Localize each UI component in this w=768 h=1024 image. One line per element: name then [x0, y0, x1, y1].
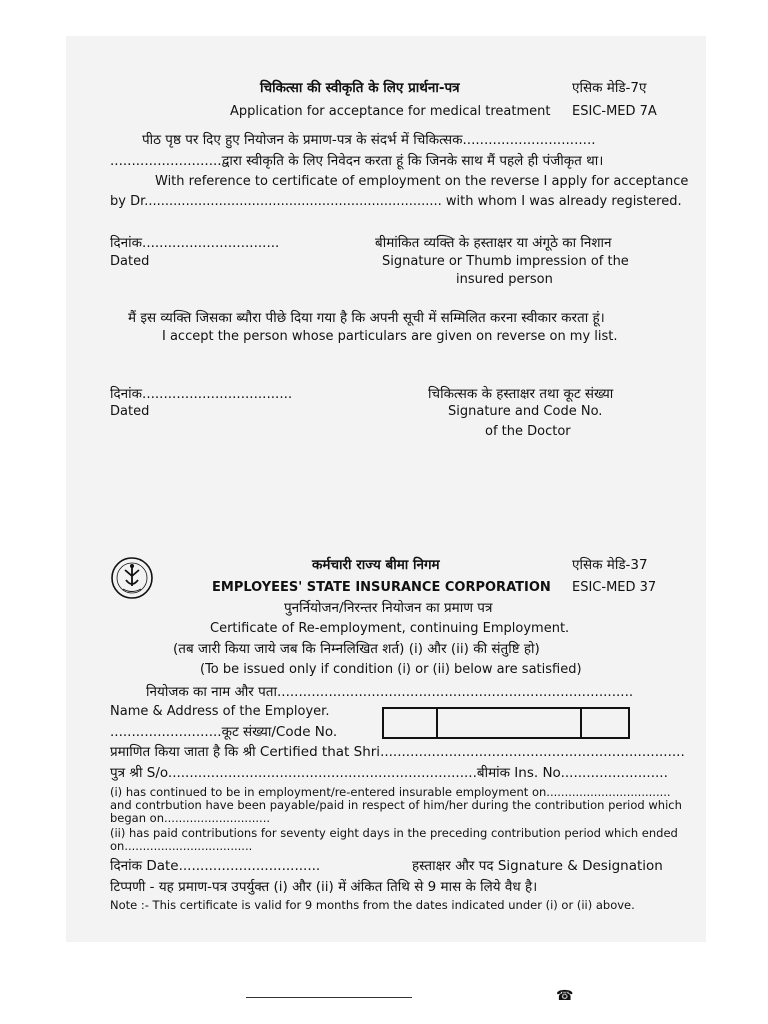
med37-title-hindi: पुनर्नियोजन/निरन्तर नियोजन का प्रमाण पत्र — [284, 600, 493, 616]
med7a-signature2-english-line2: of the Doctor — [485, 424, 571, 439]
med37-org-english: EMPLOYEES' STATE INSURANCE CORPORATION — [212, 580, 551, 595]
med7a-date2-english: Dated — [110, 404, 150, 419]
med7a-title-hindi: चिकित्सा की स्वीकृति के लिए प्रार्थना-पत्र — [260, 80, 460, 96]
med7a-date2-hindi: दिनांक................................... — [110, 386, 293, 402]
med7a-accept-hindi: मैं इस व्यक्ति जिसका ब्यौरा पीछे दिया गया है कि अपनी सूची में सम्मिलित करना स्वीकार करता हूं। — [128, 310, 605, 326]
med37-condition-english: (To be issued only if condition (i) or (ii) below are satisfied) — [200, 662, 582, 677]
esic-emblem-icon — [110, 556, 154, 600]
med7a-signature1-hindi: बीमांकित व्यक्ति के हस्ताक्षर या अंगूठे का निशान — [375, 235, 612, 251]
med7a-para-hindi-line2: ..........................द्वारा स्वीकृति के लिए निवेदन करता हूं कि जिनके साथ मैं पहले ही पंजीकृत था। — [110, 153, 604, 169]
med37-note-english: Note :- This certificate is valid for 9 months from the dates indicated under (i) or (ii) above. — [110, 898, 635, 912]
code-box-3[interactable] — [582, 709, 628, 737]
med37-condition-i-line1: (i) has continued to be in employment/re-entered insurable employment on.................................. — [110, 785, 671, 799]
med37-date-line: दिनांक Date................................. — [110, 858, 321, 874]
med7a-date1-hindi: दिनांक................................ — [110, 235, 280, 251]
code-number-boxes[interactable] — [382, 707, 630, 739]
med37-note-hindi: टिप्पणी - यह प्रमाण-पत्र उपर्युक्त (i) और (ii) में अंकित तिथि से 9 मास के लिये वैध है। — [110, 879, 538, 895]
med7a-para-english-line1: With reference to certificate of employment on the reverse I apply for acceptance — [155, 174, 689, 189]
med37-condition-i-line3: began on............................. — [110, 811, 271, 825]
med7a-para-english-line2: by Dr........................................................................ with whom I was already registered. — [110, 194, 682, 209]
med7a-signature2-hindi: चिकित्सक के हस्ताक्षर तथा कूट संख्या — [428, 386, 614, 402]
med37-certified-line: प्रमाणित किया जाता है कि श्री Certified that Shri....................................................................... — [110, 744, 685, 760]
med37-org-hindi: कर्मचारी राज्य बीमा निगम — [312, 557, 440, 573]
code-box-2[interactable] — [438, 709, 582, 737]
med37-employer-hindi: नियोजक का नाम और पता................................................................................... — [146, 684, 634, 700]
telephone-icon: ☎ — [556, 988, 574, 1004]
footer-divider — [246, 997, 412, 998]
med37-title-english: Certificate of Re-employment, continuing Employment. — [210, 621, 570, 636]
med7a-title-english: Application for acceptance for medical treatment — [230, 104, 551, 119]
med37-form-number-english: ESIC-MED 37 — [572, 580, 657, 595]
med37-condition-i-line2: and contrbution have been payable/paid in respect of him/her during the contribution period which — [110, 798, 682, 812]
med7a-signature2-english-line1: Signature and Code No. — [448, 404, 603, 419]
med7a-signature1-english-line1: Signature or Thumb impression of the — [382, 254, 629, 269]
med7a-accept-english: I accept the person whose particulars are given on reverse on my list. — [162, 329, 618, 344]
med37-condition-ii-line2: on................................... — [110, 839, 253, 853]
med7a-form-number-hindi: एसिक मेडि-7ए — [572, 80, 647, 96]
code-box-1[interactable] — [384, 709, 438, 737]
med37-condition-hindi: (तब जारी किया जाये जब कि निम्नलिखित शर्त) (i) और (ii) की संतुष्टि हो) — [173, 641, 540, 657]
med7a-date1-english: Dated — [110, 254, 150, 269]
med7a-signature1-english-line2: insured person — [456, 272, 553, 287]
med37-employer-english: Name & Address of the Employer. — [110, 704, 330, 719]
med7a-para-hindi-line1: पीठ पृष्ठ पर दिए हुए नियोजन के प्रमाण-पत्र के संदर्भ में चिकित्सक............................... — [142, 132, 596, 148]
med37-code-line: ..........................कूट संख्या/Code No. — [110, 724, 338, 740]
med37-signature-line: हस्ताक्षर और पद Signature & Designation — [412, 858, 663, 874]
med37-form-number-hindi: एसिक मेडि-37 — [572, 557, 648, 573]
med37-son-of-line: पुत्र श्री S/o........................................................................बीमांक Ins. No......................... — [110, 765, 668, 781]
med37-condition-ii-line1: (ii) has paid contributions for seventy eight days in the preceding contribution period which ended — [110, 826, 678, 840]
med7a-form-number-english: ESIC-MED 7A — [572, 104, 657, 119]
